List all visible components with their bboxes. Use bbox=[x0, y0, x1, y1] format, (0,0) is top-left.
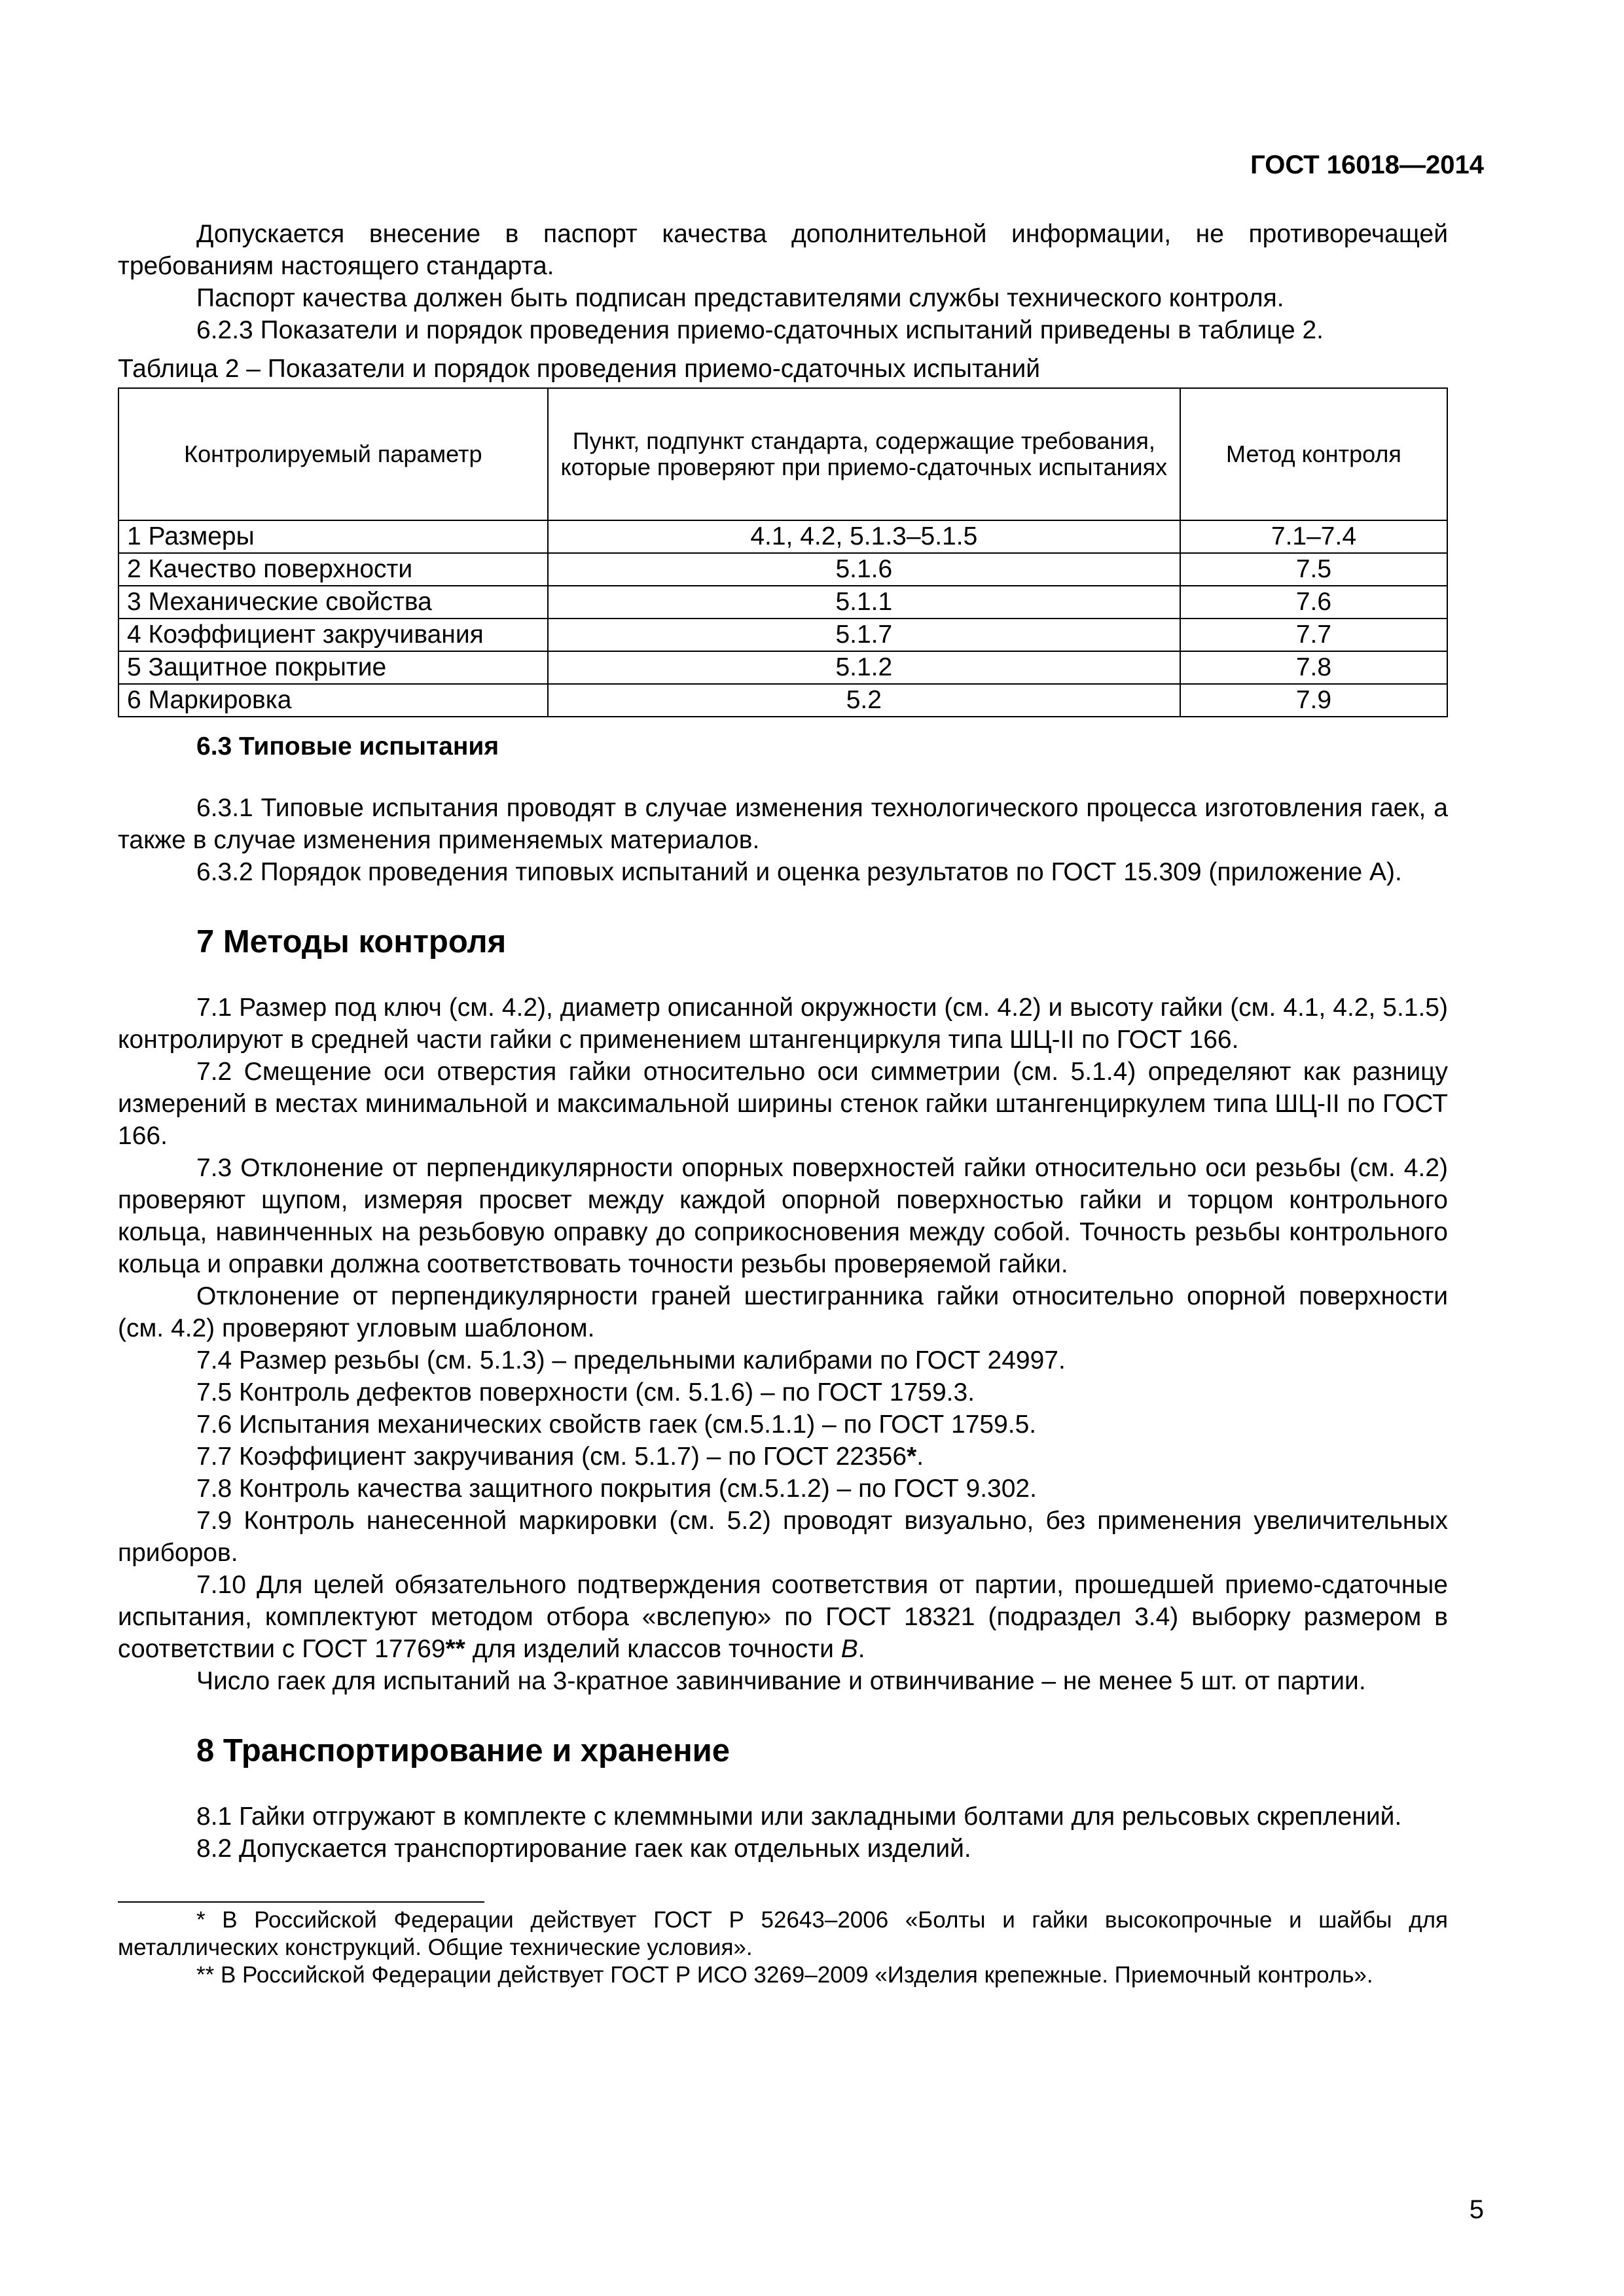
paragraph-7-3-continuation: Отклонение от перпендикулярности граней шестигранника гайки относительно опорной поверхности (см. 4.2) проверяют угловым шаблоном. bbox=[118, 1282, 1448, 1342]
paragraph-7-2: 7.2 Смещение оси отверстия гайки относительно оси симметрии (см. 5.1.4) определяют как разницу измерений в местах минимальной и максимальной ширины стенок гайки штангенциркулем типа ШЦ-II по ГОСТ 166. bbox=[118, 1058, 1448, 1150]
intro-paragraph-1: Допускается внесение в паспорт качества дополнительной информации, не противоречащей требованиям настоящего стандарта. bbox=[118, 220, 1448, 280]
row-method: 7.1–7.4 bbox=[1180, 520, 1447, 553]
footnote-1: * В Российской Федерации действует ГОСТ Р 52643–2006 «Болты и гайки высокопрочные и шайбы для металлических конструкций. Общие технические условия». bbox=[118, 1907, 1448, 1960]
paragraph-7-1: 7.1 Размер под ключ (см. 4.2), диаметр описанной окружности (см. 4.2) и высоту гайки (см. 4.1, 4.2, 5.1.5) контролируют в средней части гайки с применением штангенциркуля типа ШЦ-II по ГОСТ 166. bbox=[118, 994, 1448, 1054]
table-row bbox=[118, 651, 1447, 684]
paragraph-8-1: 8.1 Гайки отгружают в комплекте с клеммными или закладными болтами для рельсовых скреплений. bbox=[196, 1803, 1402, 1831]
table-2-caption: Таблица 2 – Показатели и порядок проведения приемо-сдаточных испытаний bbox=[118, 355, 1041, 383]
row-clause: 5.1.7 bbox=[548, 619, 1180, 651]
table-row bbox=[118, 586, 1447, 619]
row-clause: 5.2 bbox=[548, 684, 1180, 717]
paragraph-8-2: 8.2 Допускается транспортирование гаек как отдельных изделий. bbox=[196, 1835, 971, 1863]
subsection-6-3-title: 6.3 Типовые испытания bbox=[196, 732, 499, 761]
accuracy-class: B bbox=[840, 1635, 858, 1663]
paragraph-7-10-continuation: Число гаек для испытаний на 3-кратное завинчивание и отвинчивание – не менее 5 шт. от партии. bbox=[196, 1667, 1366, 1695]
section-7-heading: 7 Методы контроля bbox=[196, 924, 507, 960]
page-content bbox=[118, 218, 1448, 1989]
table-row bbox=[118, 684, 1447, 717]
intro-paragraph-3: 6.2.3 Показатели и порядок проведения приемо-сдаточных испытаний приведены в таблице 2. bbox=[196, 316, 1324, 344]
header-standard-clause: Пункт, подпункт стандарта, содержащие требования, которые проверяют при приемо-сдаточных испытаниях bbox=[548, 388, 1180, 520]
table-row bbox=[118, 619, 1447, 651]
footnote-mark-2: ** bbox=[445, 1635, 465, 1663]
paragraph-7-7: 7.7 Коэффициент закручивания (см. 5.1.7) – по ГОСТ 22356*. bbox=[196, 1443, 924, 1471]
footnote-2: ** В Российской Федерации действует ГОСТ Р ИСО 3269–2009 «Изделия крепежные. Приемочный контроль». bbox=[196, 1962, 1373, 1988]
header-control-method: Метод контроля bbox=[1180, 388, 1447, 520]
paragraph-7-10-text-b: для изделий классов точности bbox=[465, 1635, 841, 1663]
footnote-mark-1: * bbox=[907, 1443, 917, 1471]
row-clause: 5.1.2 bbox=[548, 651, 1180, 684]
row-method: 7.7 bbox=[1180, 619, 1447, 651]
paragraph-7-8: 7.8 Контроль качества защитного покрытия (см.5.1.2) – по ГОСТ 9.302. bbox=[196, 1475, 1037, 1503]
row-method: 7.8 bbox=[1180, 651, 1447, 684]
footnote-separator bbox=[118, 1901, 484, 1903]
row-clause: 5.1.6 bbox=[548, 553, 1180, 586]
paragraph-7-10-text-a: 7.10 Для целей обязательного подтверждения соответствия от партии, прошедшей приемо-сдаточные испытания, комплектуют методом отбора «вслепую» по ГОСТ 18321 (подраздел 3.4) выборку размером в соответствии с ГОСТ 17769 bbox=[118, 1571, 1448, 1663]
standard-code-header: ГОСТ 16018—2014 bbox=[1250, 151, 1484, 179]
paragraph-7-4: 7.4 Размер резьбы (см. 5.1.3) – предельными калибрами по ГОСТ 24997. bbox=[196, 1346, 1066, 1374]
row-method: 7.6 bbox=[1180, 586, 1447, 619]
row-method: 7.9 bbox=[1180, 684, 1447, 717]
paragraph-7-9: 7.9 Контроль нанесенной маркировки (см. 5.2) проводят визуально, без применения увеличительных приборов. bbox=[118, 1507, 1448, 1567]
row-parameter: 4 Коэффициент закручивания bbox=[118, 619, 548, 651]
paragraph-6-3-2: 6.3.2 Порядок проведения типовых испытаний и оценка результатов по ГОСТ 15.309 (приложение А). bbox=[196, 858, 1402, 886]
row-clause: 4.1, 4.2, 5.1.3–5.1.5 bbox=[548, 520, 1180, 553]
paragraph-7-10-end: . bbox=[857, 1635, 865, 1663]
row-clause: 5.1.1 bbox=[548, 586, 1180, 619]
paragraph-7-10 bbox=[118, 1569, 1448, 1665]
table-2 bbox=[118, 387, 1448, 717]
paragraph-7-6: 7.6 Испытания механических свойств гаек (см.5.1.1) – по ГОСТ 1759.5. bbox=[196, 1410, 1037, 1439]
table-row bbox=[118, 520, 1447, 553]
row-parameter: 6 Маркировка bbox=[118, 684, 548, 717]
table-header-row bbox=[118, 388, 1447, 520]
page-number: 5 bbox=[1469, 2195, 1484, 2224]
paragraph-7-3: 7.3 Отклонение от перпендикулярности опорных поверхностей гайки относительно оси резьбы (см. 4.2) проверяют щупом, измеряя просвет между каждой опорной поверхностью гайки и торцом контрольного кольца, навинченных на резьбовую оправку до соприкосновения между собой. Точность резьбы контрольного кольца и оправки должна соответствовать точности резьбы проверяемой гайки. bbox=[118, 1154, 1448, 1278]
paragraph-7-5: 7.5 Контроль дефектов поверхности (см. 5.1.6) – по ГОСТ 1759.3. bbox=[196, 1378, 975, 1407]
row-parameter: 3 Механические свойства bbox=[118, 586, 548, 619]
intro-paragraph-2: Паспорт качества должен быть подписан представителями службы технического контроля. bbox=[196, 284, 1284, 312]
row-parameter: 1 Размеры bbox=[118, 520, 548, 553]
header-controlled-parameter: Контролируемый параметр bbox=[118, 388, 548, 520]
row-parameter: 2 Качество поверхности bbox=[118, 553, 548, 586]
paragraph-7-7-text: 7.7 Коэффициент закручивания (см. 5.1.7) – по ГОСТ 22356 bbox=[196, 1443, 907, 1471]
row-parameter: 5 Защитное покрытие bbox=[118, 651, 548, 684]
table-row bbox=[118, 553, 1447, 586]
row-method: 7.5 bbox=[1180, 553, 1447, 586]
section-8-heading: 8 Транспортирование и хранение bbox=[196, 1733, 731, 1768]
paragraph-6-3-1: 6.3.1 Типовые испытания проводят в случае изменения технологического процесса изготовления гаек, а также в случае изменения применяемых материалов. bbox=[118, 794, 1448, 854]
